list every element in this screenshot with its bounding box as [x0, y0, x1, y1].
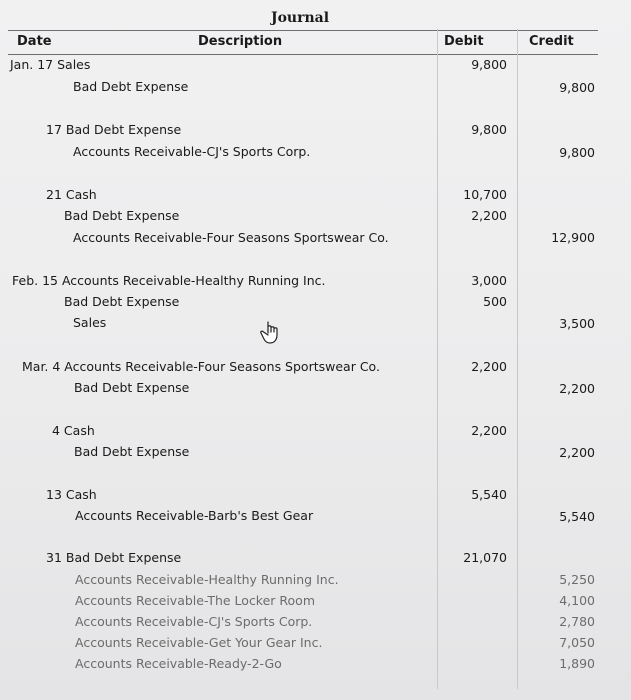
journal-title: Journal [270, 10, 330, 26]
entry-line: Bad Debt Expense [74, 380, 190, 395]
header-bottom-rule [8, 54, 598, 55]
debit-header: Debit [444, 34, 484, 49]
entry-line: Accounts Receivable-Ready-2-Go [75, 656, 282, 671]
entry-line: Bad Debt Expense [64, 294, 180, 309]
credit-amount: 3,500 [559, 316, 595, 331]
debit-amount: 21,070 [463, 550, 507, 565]
debit-amount: 3,000 [471, 273, 507, 288]
entry-line: Accounts Receivable-Get Your Gear Inc. [75, 635, 323, 650]
entry-line: Accounts Receivable-The Locker Room [75, 593, 316, 608]
hand-cursor-icon [260, 320, 282, 346]
entry-line: Sales [73, 315, 107, 330]
debit-amount: 5,540 [471, 487, 507, 502]
description-header: Description [198, 34, 283, 49]
entry-line: Accounts Receivable-Four Seasons Sportswear Co. [73, 230, 389, 245]
credit-amount: 2,200 [559, 445, 595, 460]
debit-amount: 2,200 [471, 208, 507, 223]
entry-line: Mar. 4 Accounts Receivable-Four Seasons Sportswear Co. [22, 359, 380, 374]
credit-amount: 2,780 [559, 614, 595, 629]
date-header: Date [17, 34, 52, 49]
entry-line: 31 Bad Debt Expense [46, 550, 182, 565]
entry-line: 17 Bad Debt Expense [46, 122, 182, 137]
credit-amount: 9,800 [559, 80, 595, 95]
entry-line: Accounts Receivable-CJ's Sports Corp. [75, 614, 313, 629]
header-top-rule [8, 30, 598, 31]
credit-amount: 4,100 [559, 593, 595, 608]
entry-line: 21 Cash [46, 187, 97, 202]
debit-amount: 10,700 [463, 187, 507, 202]
debit-column-divider [437, 29, 438, 689]
credit-header: Credit [529, 34, 574, 49]
credit-amount: 12,900 [551, 230, 595, 245]
credit-amount: 5,250 [559, 572, 595, 587]
entry-line: Jan. 17 Sales [10, 57, 91, 72]
debit-amount: 2,200 [471, 359, 507, 374]
entry-line: Bad Debt Expense [64, 208, 180, 223]
credit-amount: 1,890 [559, 656, 595, 671]
credit-amount: 7,050 [559, 635, 595, 650]
entry-line: Accounts Receivable-Healthy Running Inc. [75, 572, 339, 587]
entry-line: Feb. 15 Accounts Receivable-Healthy Running Inc. [12, 273, 326, 288]
credit-amount: 2,200 [559, 381, 595, 396]
debit-amount: 9,800 [471, 57, 507, 72]
debit-amount: 9,800 [471, 122, 507, 137]
entry-line: 4 Cash [52, 423, 95, 438]
debit-amount: 2,200 [471, 423, 507, 438]
entry-line: 13 Cash [46, 487, 97, 502]
credit-amount: 9,800 [559, 145, 595, 160]
entry-line: Accounts Receivable-CJ's Sports Corp. [73, 144, 311, 159]
entry-line: Accounts Receivable-Barb's Best Gear [75, 508, 314, 523]
credit-amount: 5,540 [559, 509, 595, 524]
entry-line: Bad Debt Expense [73, 79, 189, 94]
entry-line: Bad Debt Expense [74, 444, 190, 459]
debit-amount: 500 [483, 294, 507, 309]
credit-column-divider [517, 29, 518, 689]
